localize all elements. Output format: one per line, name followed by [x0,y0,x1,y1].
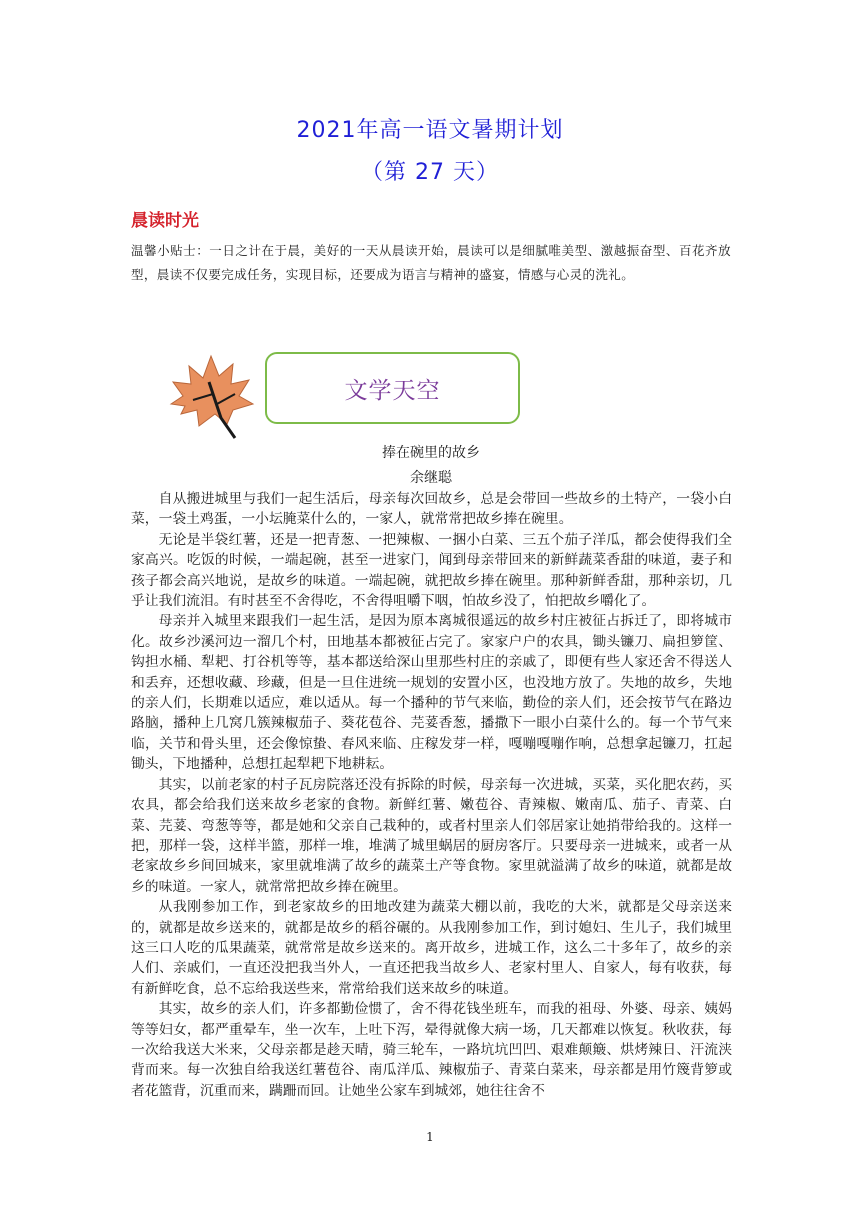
story-paragraph: 自从搬进城里与我们一起生活后，母亲每次回故乡，总是会带回一些故乡的土特产，一袋小白菜，一袋土鸡蛋，一小坛腌菜什么的，一家人，就常常把故乡捧在碗里。 [131,491,732,528]
page-number: 1 [426,1130,434,1144]
story-title: 捧在碗里的故乡 [382,445,480,461]
section-heading: 晨读时光 [131,211,199,231]
story-paragraph: 从我刚参加工作，到老家故乡的田地改建为蔬菜大棚以前，我吃的大米，就都是父母亲送来的，就都是故乡送来的，就都是故乡的稻谷碾的。从我刚参加工作，到讨媳妇、生儿子，我们城里这三口人吃的瓜果蔬菜，就常常是故乡送来的。离开故乡，进城工作，这么二十多年了，故乡的亲人们、亲戚们，一直还没把我当外人，一直还把我当故乡人、老家村里人、自家人，每有收获，每有新鲜吃食，总不忘给我送些来，常常给我们送来故乡的味道。 [131,899,732,997]
maple-leaf-icon [159,352,259,444]
tip-text: 温馨小贴士：一日之计在于晨，美好的一天从晨读开始，晨读可以是细腻唯美型、激越振奋型、百花齐放型，晨读不仅要完成任务，实现目标，还要成为语言与精神的盛宴，情感与心灵的洗礼。 [131,243,731,282]
literature-banner [265,352,520,424]
page-subtitle: （第 27 天） [361,160,499,185]
banner-label: 文学天空 [344,377,441,404]
story-paragraph: 其实，故乡的亲人们，许多都勤俭惯了，舍不得花钱坐班车，而我的祖母、外婆、母亲、姨妈等等妇女，都严重晕车，坐一次车，上吐下泻，晕得就像大病一场，几天都难以恢复。秋收获，每一次给我送大米来，父母亲都是趁天晴，骑三轮车，一路坑坑凹凹、艰难颠簸、烘烤辣日、汗流浃背而来。每一次独自给我送红薯苞谷、南瓜洋瓜、辣椒茄子、青菜白菜来，母亲都是用竹篾背箩或者花篮背，沉重而来，蹒跚而回。让她坐公家车到城郊，她往往舍不 [131,1001,732,1099]
story-paragraph: 其实，以前老家的村子瓦房院落还没有拆除的时候，母亲每一次进城，买菜，买化肥农药，买农具，都会给我们送来故乡老家的食物。新鲜红薯、嫩苞谷、青辣椒、嫩南瓜、茄子、青菜、白菜、芫荽、弯葱等等，都是她和父亲自己栽种的，或者村里亲人们邻居家让她捎带给我的。这样一把，那样一袋，这样半篮，那样一堆，堆满了城里蜗居的厨房客厅。只要母亲一进城来，或者一从老家故乡乡间回城来，家里就堆满了故乡的蔬菜土产等食物。家里就溢满了故乡的味道，就都是故乡的味道。一家人，就常常把故乡捧在碗里。 [131,776,732,895]
story-paragraph: 母亲并入城里来跟我们一起生活，是因为原本离城很遥远的故乡村庄被征占拆迁了，即将城市化。故乡沙溪河边一溜几个村，田地基本都被征占完了。家家户户的农具，锄头镰刀、扁担箩筐、钩担水桶、犁耙、打谷机等等，基本都送给深山里那些村庄的亲戚了，即便有些人家还舍不得送人和丢弃，还想收藏、珍藏，但是一旦住进统一规划的安置小区，也没地方放了。失地的故乡，失地的亲人们，长期难以适应，难以适从。每一个播种的节气来临，勤俭的亲人们，还会按节气在路边路脑，播种上几窝几簇辣椒茄子、葵花苞谷、芫荽香葱，播撒下一眼小白菜什么的。每一个节气来临，关节和骨头里，还会像惊蛰、春风来临、庄稼发芽一样，嘎嘣嘎嘣作响，总想拿起镰刀，扛起锄头，下地播种，总想扛起犁耙下地耕耘。 [131,613,732,773]
story-author: 余继聪 [410,470,452,486]
story-paragraph: 无论是半袋红薯，还是一把青葱、一把辣椒、一捆小白菜、三五个茄子洋瓜，都会使得我们全家高兴。吃饭的时候，一端起碗，甚至一进家门，闻到母亲带回来的新鲜蔬菜香甜的味道，妻子和孩子都会高兴地说，是故乡的味道。一端起碗，就把故乡捧在碗里。那种新鲜香甜，那种亲切，几乎让我们流泪。有时甚至不舍得吃，不舍得咀嚼下咽，怕故乡没了，怕把故乡嚼化了。 [131,531,732,610]
page-title: 2021年高一语文暑期计划 [296,118,564,143]
story-body [131,489,732,1101]
